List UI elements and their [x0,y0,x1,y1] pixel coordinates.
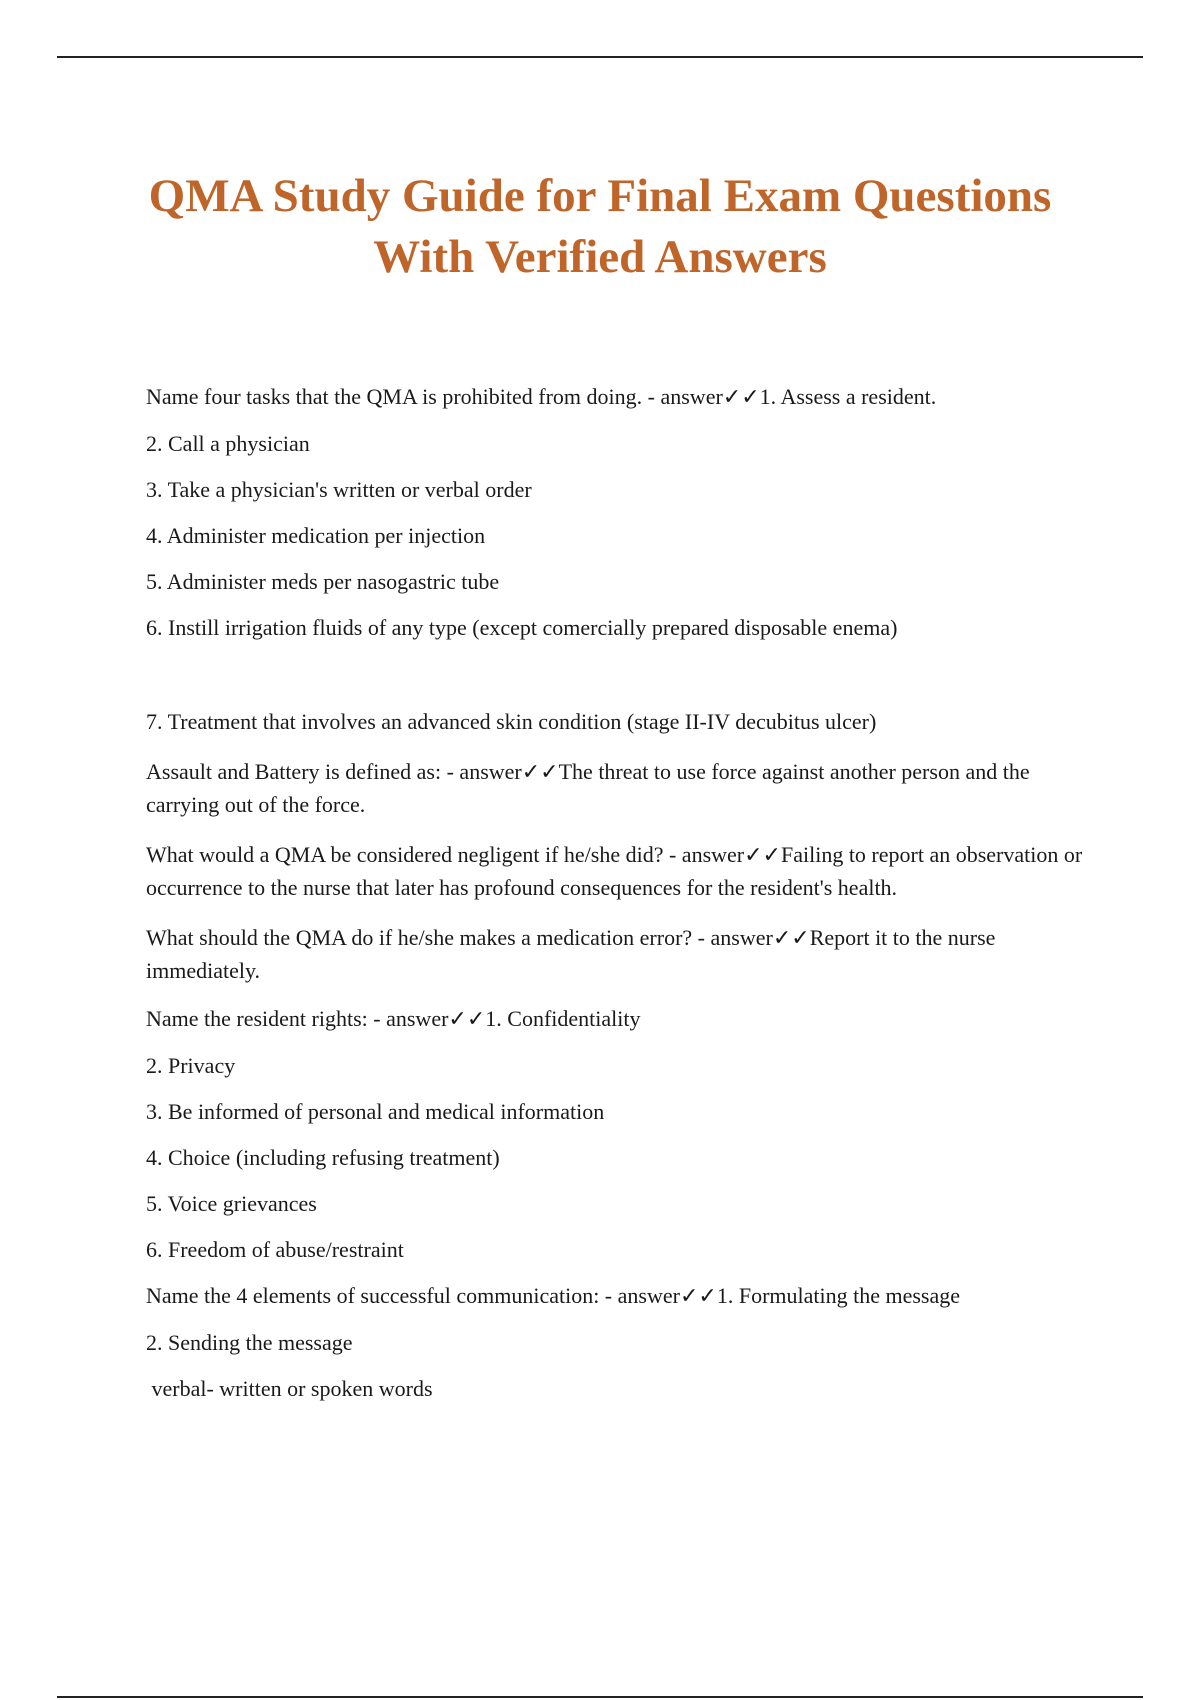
q1-item: 6. Instill irrigation fluids of any type (except comercially prepared disposable enema) [146,615,898,640]
q1-item: 5. Administer meds per nasogastric tube [146,569,500,594]
q2-question: Assault and Battery is defined as: - answer [146,759,522,784]
q1-item: 2. Call a physician [146,431,310,456]
q5-item: 3. Be informed of personal and medical information [146,1099,605,1124]
q1-question: Name four tasks that the QMA is prohibited from doing. - answer [146,384,723,409]
q2-paragraph [146,756,1086,821]
q6-question-line [146,1280,1086,1313]
q5-item: 5. Voice grievances [146,1191,317,1216]
document-title [60,166,1140,288]
q6-question: Name the 4 elements of successful communication: - answer [146,1283,680,1308]
check-icon: ✓✓ [521,760,559,785]
top-rule [57,56,1143,58]
q5-answer: 1. Confidentiality [485,1006,641,1031]
q3-paragraph [146,839,1086,904]
check-icon: ✓✓ [722,385,760,410]
q1-item: 4. Administer medication per injection [146,523,486,548]
q5-item: 6. Freedom of abuse/restraint [146,1237,404,1262]
q5-item: 2. Privacy [146,1053,236,1078]
bottom-rule [57,1696,1143,1698]
title-line-1: QMA Study Guide for Final Exam Questions [148,170,1052,222]
check-icon: ✓✓ [772,926,810,951]
document-body [146,381,1086,1419]
q1-item: 7. Treatment that involves an advanced skin condition (stage II-IV decubitus ulcer) [146,709,877,734]
q2-answer: The threat to use force against another person and the carrying out of the force. [146,759,1030,817]
q1-answer: 1. Assess a resident. [759,384,937,409]
q5-question: Name the resident rights: - answer [146,1006,449,1031]
q4-question: What should the QMA do if he/she makes a medication error? - answer [146,925,773,950]
q5-question-line [146,1003,1086,1036]
q4-answer: Report it to the nurse immediately. [146,925,996,983]
check-icon: ✓✓ [448,1007,486,1032]
q6-item: verbal- written or spoken words [146,1376,433,1401]
q3-answer: Failing to report an observation or occurrence to the nurse that later has profound consequences for the resident's health. [146,842,1083,900]
check-icon: ✓✓ [744,843,781,868]
q1-item: 3. Take a physician's written or verbal order [146,477,532,502]
q6-answer: 1. Formulating the message [716,1283,961,1308]
check-icon: ✓✓ [679,1284,717,1309]
q6-item: 2. Sending the message [146,1330,353,1355]
q1-question-line [146,381,1086,414]
q5-item: 4. Choice (including refusing treatment) [146,1145,500,1170]
q3-question: What would a QMA be considered negligent if he/she did? - answer [146,842,745,867]
title-line-2: With Verified Answers [373,231,827,283]
q4-paragraph [146,922,1086,987]
